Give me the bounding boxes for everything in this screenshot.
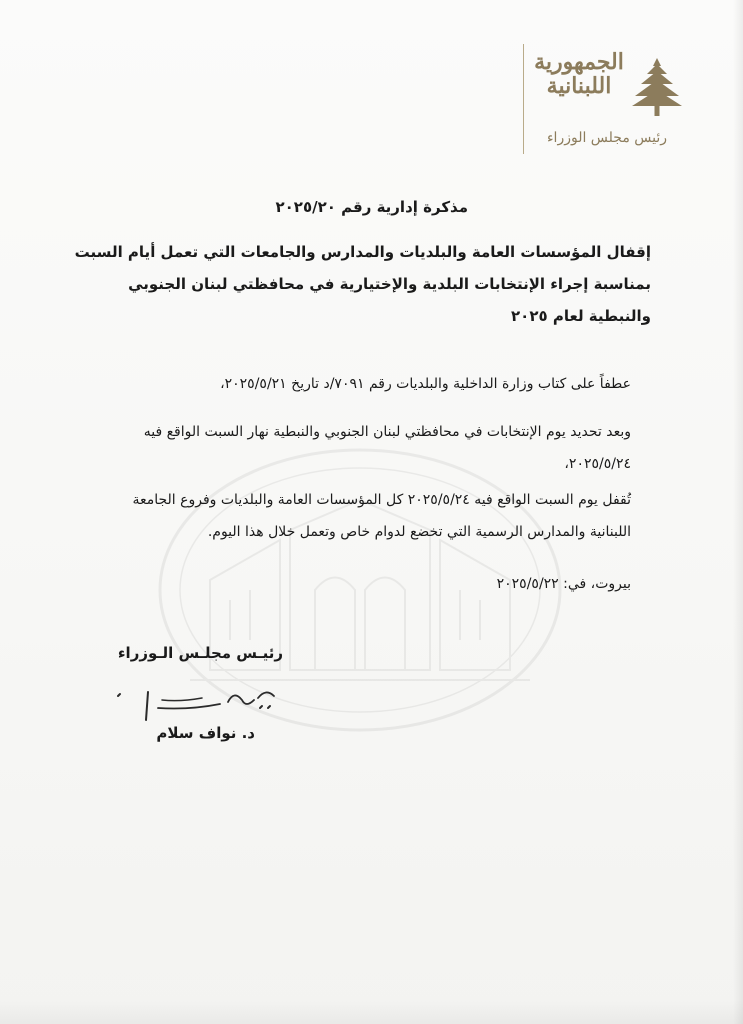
handwritten-signature [110, 678, 280, 728]
letterhead [523, 44, 683, 164]
subject-line-1: إقفال المؤسسات العامة والبلديات والمدارس والجامعات التي تعمل أيام السبت [74, 243, 651, 261]
page-edge-shadow [733, 0, 743, 1024]
body-paragraph-reference: عطفاً على كتاب وزارة الداخلية والبلديات رقم ٧٠٩١/د تاريخ ٢٠٢٥/٥/٢١، [220, 376, 631, 392]
subject-line-2: بمناسبة إجراء الإنتخابات البلدية والإختيارية في محافظتي لبنان الجنوبي والنبطية لعام ٢٠٢٥ [128, 275, 651, 325]
letterhead-divider [523, 44, 524, 154]
republic-line-1: الجمهورية [534, 49, 624, 75]
republic-line-2: اللبنانية [546, 73, 612, 99]
signer-title: رئيـس مجلـس الـوزراء [117, 644, 283, 662]
signer-name: د. نواف سلام [156, 724, 255, 742]
memo-number: مذكرة إدارية رقم ٢٠٢٥/٢٠ [275, 198, 468, 216]
body-paragraph-decision: تُقفل يوم السبت الواقع فيه ٢٠٢٥/٥/٢٤ كل المؤسسات العامة والبلديات وفروع الجامعة اللبنانية والمدارس الرسمية التي تخضع لدوام خاص وتعمل خلال هذا اليوم. [132, 492, 631, 540]
republic-title [529, 50, 629, 98]
memo-subject [71, 236, 651, 332]
office-subtitle: رئيس مجلس الوزراء [546, 130, 668, 146]
issue-date: بيروت، في: ٢٠٢٥/٥/٢٢ [496, 576, 631, 592]
body-paragraph-election-date: وبعد تحديد يوم الإنتخابات في محافظتي لبنان الجنوبي والنبطية نهار السبت الواقع فيه ٢٠٢٥/٥/٢٤، [143, 424, 631, 472]
page-bottom-shadow [0, 1000, 743, 1024]
cedar-icon [631, 56, 683, 118]
